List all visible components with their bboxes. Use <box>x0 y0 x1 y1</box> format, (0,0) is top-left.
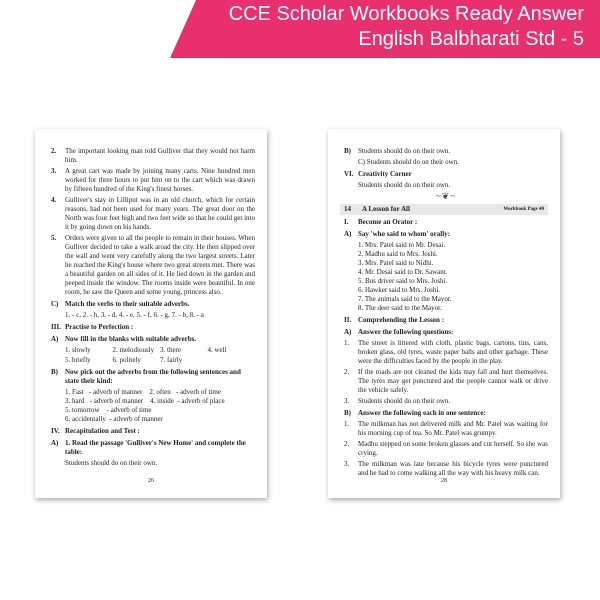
answer-item <box>344 158 548 167</box>
section-label: B) <box>344 409 351 417</box>
section-label: B) <box>51 368 58 376</box>
said-line: 5. Bus driver said to Mrs. Joshi. <box>358 277 448 285</box>
adverb-line: 3. hard - adverb of manner 4. inside - adverb of place <box>65 397 225 405</box>
answer-item <box>344 397 548 406</box>
item-text: The milkman has not delivered milk and Mr. Patel was waiting for his morning cup of tea. So Mr. Patel was grumpy. <box>358 420 548 437</box>
fill-answer: 2. melodiously <box>112 346 155 354</box>
left-page <box>35 129 267 498</box>
page-number: 28 <box>441 478 447 484</box>
answer-item <box>344 147 548 156</box>
item-text: C) Students should do on their own. <box>358 158 459 166</box>
fill-answer: 5. briefly <box>65 356 91 364</box>
section-label: I. <box>344 218 349 226</box>
section-title: Comprehending the Lesson : <box>358 316 445 324</box>
page-number: 26 <box>148 478 154 484</box>
adverb-list <box>51 388 255 424</box>
section-label: C) <box>51 300 59 308</box>
item-text: A great cart was made by joining many carts. Nine hundred men worked for three hours to put him on to the cart which was drawn by fifteen hundred of the King's finest horses. <box>65 167 255 193</box>
answer-item <box>51 196 255 232</box>
answer-item <box>51 147 255 165</box>
fill-answer: 6. politely <box>112 356 141 364</box>
section-heading <box>344 230 548 239</box>
item-number: 5. <box>51 234 57 242</box>
item-text: The milkman was late because his bicycle tyres were punctured and he had to come walking all the way with his heavy milk can. <box>358 460 548 477</box>
chapter-title: A Lesson for All <box>362 205 410 213</box>
section-title: Recapitulation and Test : <box>65 427 140 435</box>
answer-item <box>344 460 548 478</box>
item-label <box>344 158 358 167</box>
said-list <box>344 241 548 313</box>
section-label: III. <box>51 323 61 331</box>
answer-item <box>51 167 255 194</box>
section-label: A) <box>344 328 352 336</box>
section-heading <box>344 218 548 227</box>
section-heading <box>51 335 255 344</box>
item-text: Orders were given to all the people to remain in their houses. When Gulliver decided to take a walk aroad the city. He then slipped over the wall and went very carefully along the two largest streets. Later he reached the King's house where two great streets met. There was a beautiful garden on all sides of it. He lied down in the garden and peeped inside the window. The rooms inside were beautiful. In one room, he saw the Queen and some young, princess also. <box>65 234 255 296</box>
section-title: 1. Read the passage 'Gulliver's New Home' and complete the table: <box>65 439 246 456</box>
item-text: The street is littered with cloth, plastic bags, cartons, tins, cans, broken glass, old tyres, waste paper balls and other garbage. These were the difficulties faced by the people in the play. <box>358 339 548 365</box>
fill-blanks-grid <box>51 346 255 365</box>
section-label: IV. <box>51 427 60 435</box>
section-heading <box>51 439 255 457</box>
chapter-header <box>340 204 548 215</box>
adverb-line: 6. accidentally - adverb of manner <box>65 415 163 423</box>
table-answer: Students should do on their own. <box>65 459 158 467</box>
section-title: Practise to Perfection : <box>65 323 134 331</box>
section-title: Now fill in the blanks with suitable adverbs. <box>65 335 197 343</box>
section-heading <box>51 427 255 436</box>
section-heading <box>51 300 255 309</box>
section-heading <box>51 323 255 332</box>
item-number: 2. <box>344 368 350 376</box>
item-text: Gulliver's stay in Lilliput was in an old church, which for certain reasons, had not been used for many years. The great door on the North was four feet high and two feet wide so that he could get into it by going down on his hands. <box>65 196 255 231</box>
creativity-answer: Students should do on their own. <box>358 181 451 189</box>
right-page <box>328 129 560 498</box>
section-label: A) <box>51 439 59 447</box>
section-label: VI. <box>344 170 354 178</box>
section-title: Become an Orator : <box>358 218 418 226</box>
said-line: 1. Mrs. Patel said to Mr. Desai. <box>358 241 446 249</box>
section-heading <box>344 328 548 337</box>
fill-answer: 7. fairly <box>160 356 183 364</box>
item-number: 1. <box>344 420 350 428</box>
section-title: Now pick out the adverbs from the following sentences and state their kind: <box>65 368 241 385</box>
item-number: 2. <box>344 440 350 448</box>
item-text: If the roads are not cleaned the kids may fall and hurt themselves. The tyres may get punctured and the people cannot walk or drive the vehicle safely. <box>358 368 548 394</box>
workbook-page-ref: Workbook Page 40 <box>503 207 544 212</box>
said-line: 8. The deer said to the Mayor. <box>358 304 442 312</box>
item-text: Students should do on their own. <box>358 397 451 405</box>
item-number: 3. <box>51 167 57 175</box>
section-title: Answer the following each in one sentence: <box>358 409 486 417</box>
answer-item <box>344 440 548 458</box>
answer-item <box>51 234 255 297</box>
item-number: 4. <box>51 196 57 204</box>
answer-item <box>344 368 548 395</box>
answer-item <box>344 339 548 366</box>
title-banner <box>170 0 600 58</box>
fill-answer: 3. there <box>160 346 181 354</box>
answer-item <box>344 420 548 438</box>
section-heading <box>344 409 548 418</box>
item-number: 3. <box>344 397 350 405</box>
said-line: 7. The animals said to the Mayor. <box>358 295 452 303</box>
chapter-number: 14 <box>344 205 351 213</box>
said-line: 3. Mrs. Patel said to Nidhi. <box>358 259 434 267</box>
section-title: Answer the following questions: <box>358 328 454 336</box>
item-text: The important looking man told Gulliver that they would not harm him. <box>65 147 255 164</box>
section-title: Match the verbs to their suitable adverbs. <box>65 300 190 308</box>
said-line: 6. Hawker said to Mrs. Joshi. <box>358 286 441 294</box>
item-text: Madhu stepped on some broken glasses and cut herself. So she was crying. <box>358 440 548 457</box>
match-answer: 1. - c, 2. - h, 3. - d, 4. - e, 5. - f, 6. - g, 7. - b, 8. - a <box>65 311 204 319</box>
item-label: B) <box>344 147 351 155</box>
item-number: 2. <box>51 147 57 155</box>
ornament-divider: ~❦~ <box>435 191 457 201</box>
item-number: 1. <box>344 339 350 347</box>
banner-title-line2: English Balbharati Std - 5 <box>358 28 584 50</box>
item-number: 3. <box>344 460 350 468</box>
said-line: 2. Madhu said to Mrs. Joshi. <box>358 250 438 258</box>
section-label: A) <box>344 230 352 238</box>
banner-title-line1: CCE Scholar Workbooks Ready Answer <box>228 3 584 25</box>
said-line: 4. Mr. Desai said to Dr. Sawant. <box>358 268 448 276</box>
item-text: Students should do on their own. <box>358 147 451 155</box>
adverb-line: 1. Fast - adverb of manner 2. often - adverb of time <box>65 388 221 396</box>
section-heading <box>51 368 255 386</box>
section-heading <box>344 170 548 179</box>
adverb-line: 5. tomorrow - adverb of time <box>65 406 152 414</box>
fill-answer: 1. slowly <box>65 346 91 354</box>
section-title: Creativity Corner <box>358 170 412 178</box>
section-title: Say 'who said to whom' orally: <box>358 230 450 238</box>
fill-answer: 4. well <box>207 346 227 354</box>
section-label: II. <box>344 316 352 324</box>
section-label: A) <box>51 335 59 343</box>
section-heading <box>344 316 548 325</box>
